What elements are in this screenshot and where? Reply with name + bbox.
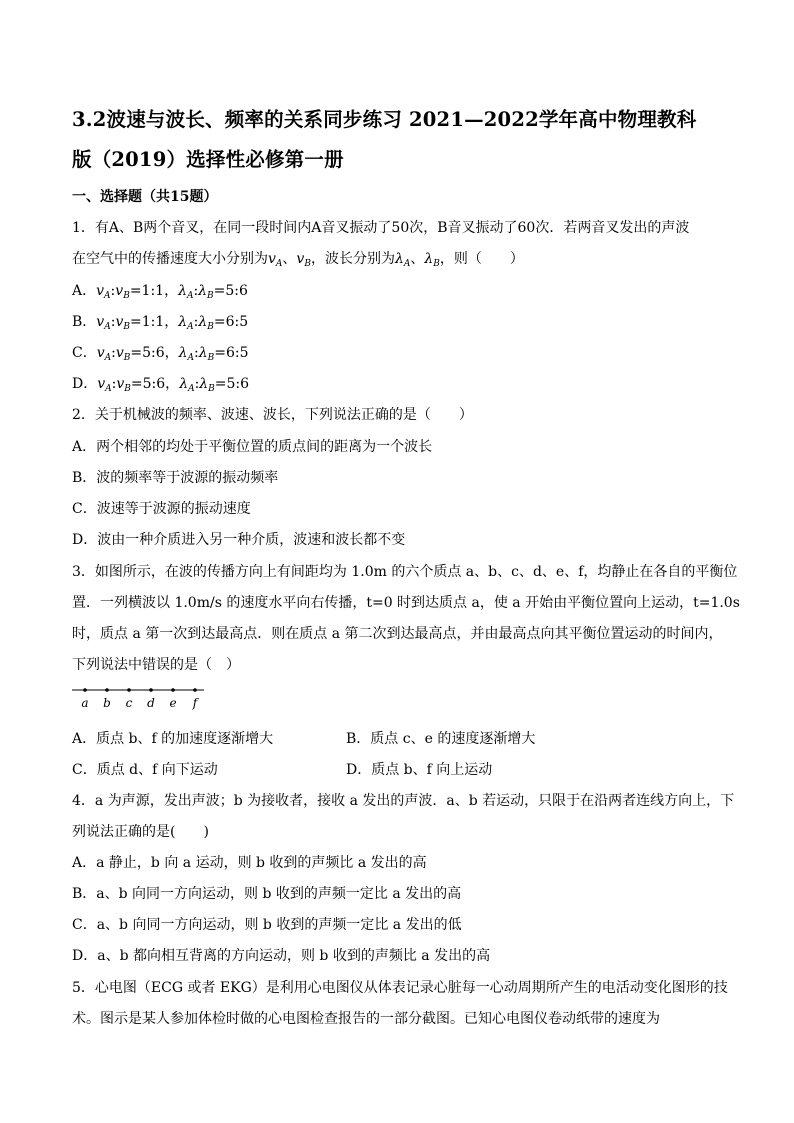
q4-option-c: C．a、b 向同一方向运动，则 b 收到的声频一定比 a 发出的低 bbox=[72, 917, 462, 933]
q4-option-a: A．a 静止，b 向 a 运动，则 b 收到的声频比 a 发出的高 bbox=[72, 855, 427, 871]
particle-point-c bbox=[127, 688, 131, 692]
q2-option-a: A．两个相邻的均处于平衡位置的质点间的距离为一个波长 bbox=[72, 439, 433, 455]
particle-label-b: b bbox=[103, 696, 111, 710]
particle-point-e bbox=[171, 688, 175, 692]
q1-stem-line-2: 在空气中的传播速度大小分别为$v_A$、$v_B$，波长分别为$\lambda_A$、$\lambda_B$，则（ ） bbox=[72, 251, 524, 269]
q3-option-b: B．质点 c、e 的速度逐渐增大 bbox=[346, 731, 536, 747]
q4-stem-line-2: 列说法正确的是( ) bbox=[72, 824, 209, 840]
q1-option-b: B．$v_A:v_B=1:1$，$\lambda_A:\lambda_B=6:5$ bbox=[72, 314, 249, 332]
particle-point-b bbox=[105, 688, 109, 692]
q2-option-b: B．波的频率等于波源的振动频率 bbox=[72, 470, 279, 486]
particle-label-c: c bbox=[125, 696, 133, 710]
document-title bbox=[72, 100, 732, 180]
q2-stem: 2．关于机械波的频率、波速、波长，下列说法正确的是（ ） bbox=[72, 407, 473, 423]
particle-point-f bbox=[193, 688, 197, 692]
particle-point-a bbox=[83, 688, 87, 692]
q3-option-a: A．质点 b、f 的加速度逐渐增大 bbox=[72, 731, 274, 747]
q1-option-a: A．$v_A:v_B=1:1$，$\lambda_A:\lambda_B=5:6$ bbox=[72, 283, 248, 301]
q5-stem-line-2: 术。图示是某人参加体检时做的心电图检查报告的一部分截图。已知心电图仪卷动纸带的速度为 bbox=[72, 1011, 660, 1027]
particle-label-f: f bbox=[192, 696, 198, 710]
title-line-1: 3.2波速与波长、频率的关系同步练习 2021—2022学年高中物理教科 bbox=[72, 108, 697, 131]
q1-option-c: C．$v_A:v_B=5:6$，$\lambda_A:\lambda_B=6:5$ bbox=[72, 345, 249, 363]
q3-stem-line-3: 时，质点 a 第一次到达最高点．则在质点 a 第二次到达最高点，并由最高点向其平衡位置运动的时间内， bbox=[72, 626, 723, 642]
q2-option-c: C．波速等于波源的振动速度 bbox=[72, 501, 251, 517]
particle-point-d bbox=[149, 688, 153, 692]
particle-label-d: d bbox=[147, 696, 155, 710]
particle-label-e: e bbox=[169, 696, 177, 710]
q1-option-d: D．$v_A:v_B=5:6$，$\lambda_A:\lambda_B=5:6$ bbox=[72, 376, 250, 394]
q4-stem-line-1: 4．a 为声源，发出声波；b 为接收者，接收 a 发出的声波．a、b 若运动，只限于在沿两者连线方向上，下 bbox=[72, 793, 735, 809]
q4-option-d: D．a、b 都向相互背离的方向运动，则 b 收到的声频比 a 发出的高 bbox=[72, 948, 491, 964]
q3-option-c: C．质点 d、f 向下运动 bbox=[72, 762, 218, 778]
q2-option-d: D．波由一种介质进入另一种介质，波速和波长都不变 bbox=[72, 532, 406, 548]
particle-label-a: a bbox=[81, 696, 89, 710]
section-heading: 一、选择题（共15题） bbox=[72, 189, 218, 205]
q3-option-d: D．质点 b、f 向上运动 bbox=[346, 762, 493, 778]
q5-stem-line-1: 5．心电图（ECG 或者 EKG）是利用心电图仪从体表记录心脏每一心动周期所产生的电活动变化图形的技 bbox=[72, 980, 728, 996]
q3-stem-line-2: 置．一列横波以 1.0m/s 的速度水平向右传播，t=0 时到达质点 a，使 a 开始由平衡位置向上运动，t=1.0s bbox=[72, 595, 740, 611]
q3-particles-figure bbox=[72, 684, 207, 710]
q1-stem-line-1: 1．有A、B两个音叉，在同一段时间内A音叉振动了50次，B音叉振动了60次．若两音叉发出的声波 bbox=[72, 220, 690, 236]
q4-option-b: B．a、b 向同一方向运动，则 b 收到的声频一定比 a 发出的高 bbox=[72, 886, 462, 902]
title-line-2: 版（2019）选择性必修第一册 bbox=[72, 148, 344, 171]
q3-stem-line-1: 3．如图所示，在波的传播方向上有间距均为 1.0m 的六个质点 a、b、c、d、e、f，均静止在各自的平衡位 bbox=[72, 564, 738, 580]
q3-stem-line-4: 下列说法中错误的是（ ） bbox=[72, 657, 240, 673]
